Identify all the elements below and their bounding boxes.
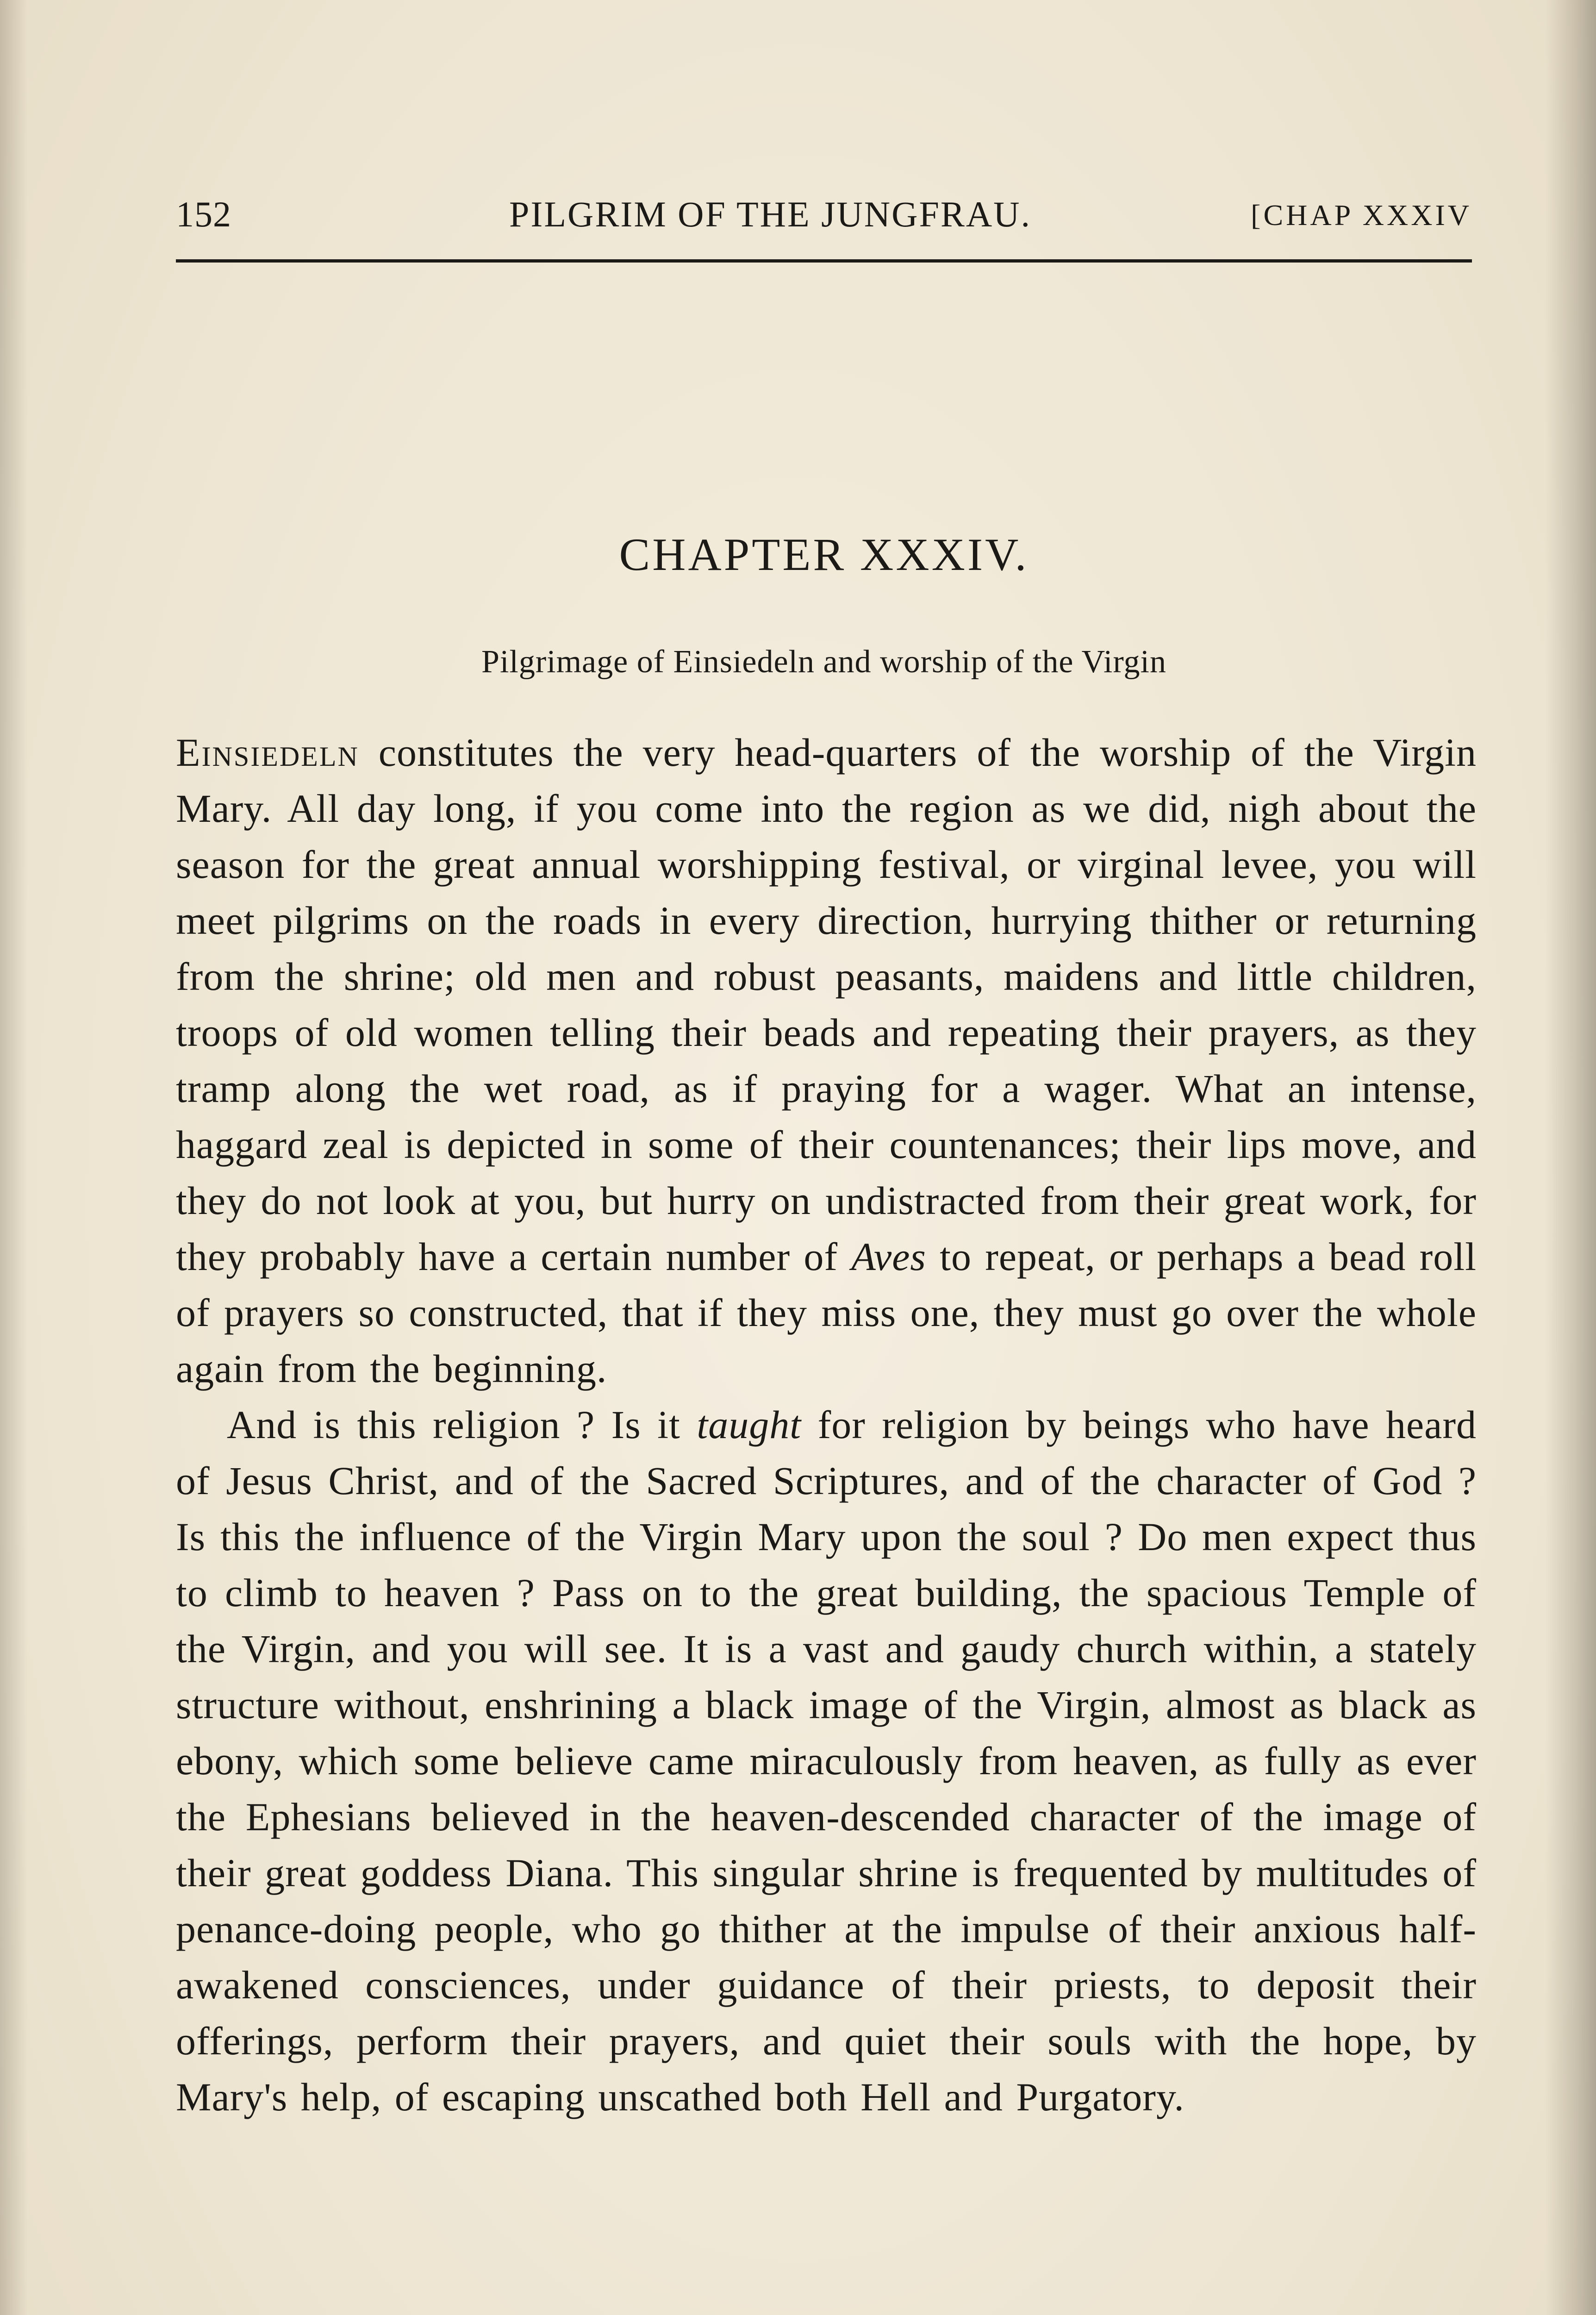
running-title: PILGRIM OF THE JUNGFRAU.: [509, 194, 1032, 234]
paragraph-1-text-a: constitutes the very head-quarters of the worship of the Virgin Mary. All day long, if you come into the region as we did, nigh about the season for the great annual worshipping festival, or virginal levee, you will meet pilgrims on the roads in every direction, hurrying thither or returning from the shrine; old men and robust peasants, maidens and little children, troops of old women telling their beads and repeating their prayers, as they tramp along the wet road, as if praying for a wager. What an intense, haggard zeal is depicted in some of their countenances; their lips move, and they do not look at you, but hurry on undistracted from their great work, for they probably have a certain number of: [176, 730, 1477, 1279]
paragraph-2-italic: taught: [697, 1402, 802, 1447]
page-gutter-shadow: [1545, 0, 1596, 2315]
paragraph-2-text-a: And is this religion ? Is it: [227, 1402, 697, 1447]
paragraph-2: [176, 1397, 1477, 2125]
paragraph-2-text-b: for religion by beings who have heard of Jesus Christ, and of the Sacred Scriptures, and of the character of God ? Is this the influence of the Virgin Mary upon the soul ? Do men expect thus to climb to heaven ? Pass on to the great building, the spacious Temple of the Virgin, and you will see. It is a vast and gaudy church within, a stately structure without, enshrining a black image of the Virgin, almost as black as ebony, which some believe came miraculously from heaven, as fully as ever the Ephesians believed in the heaven-descended character of the image of their great goddess Diana. This singular shrine is frequented by multitudes of penance-doing people, who go thither at the impulse of their anxious half-awakened consciences, under guidance of their priests, to deposit their offerings, perform their prayers, and quiet their souls with the hope, by Mary's help, of escaping unscathed both Hell and Purgatory.: [176, 1402, 1477, 2119]
paragraph-1: [176, 725, 1477, 1397]
running-head: [176, 194, 1472, 240]
chapter-subtitle: Pilgrimage of Einsiedeln and worship of the Virgin: [481, 644, 1166, 680]
running-chapter: [CHAP XXXIV: [1251, 199, 1472, 232]
paragraph-1-text-b: to repeat, or perhaps a bead roll of prayers so constructed, that if they miss one, they must go over the whole again from the beginning.: [176, 1234, 1477, 1391]
chapter-heading: CHAPTER XXXIV.: [619, 529, 1029, 580]
page-left-shadow: [0, 0, 28, 2315]
lead-word: Einsiedeln: [176, 730, 359, 775]
paragraph-1-italic: Aves: [851, 1234, 926, 1279]
page-number: 152: [176, 194, 231, 234]
header-rule: [176, 259, 1472, 263]
body-text: [176, 725, 1477, 2125]
